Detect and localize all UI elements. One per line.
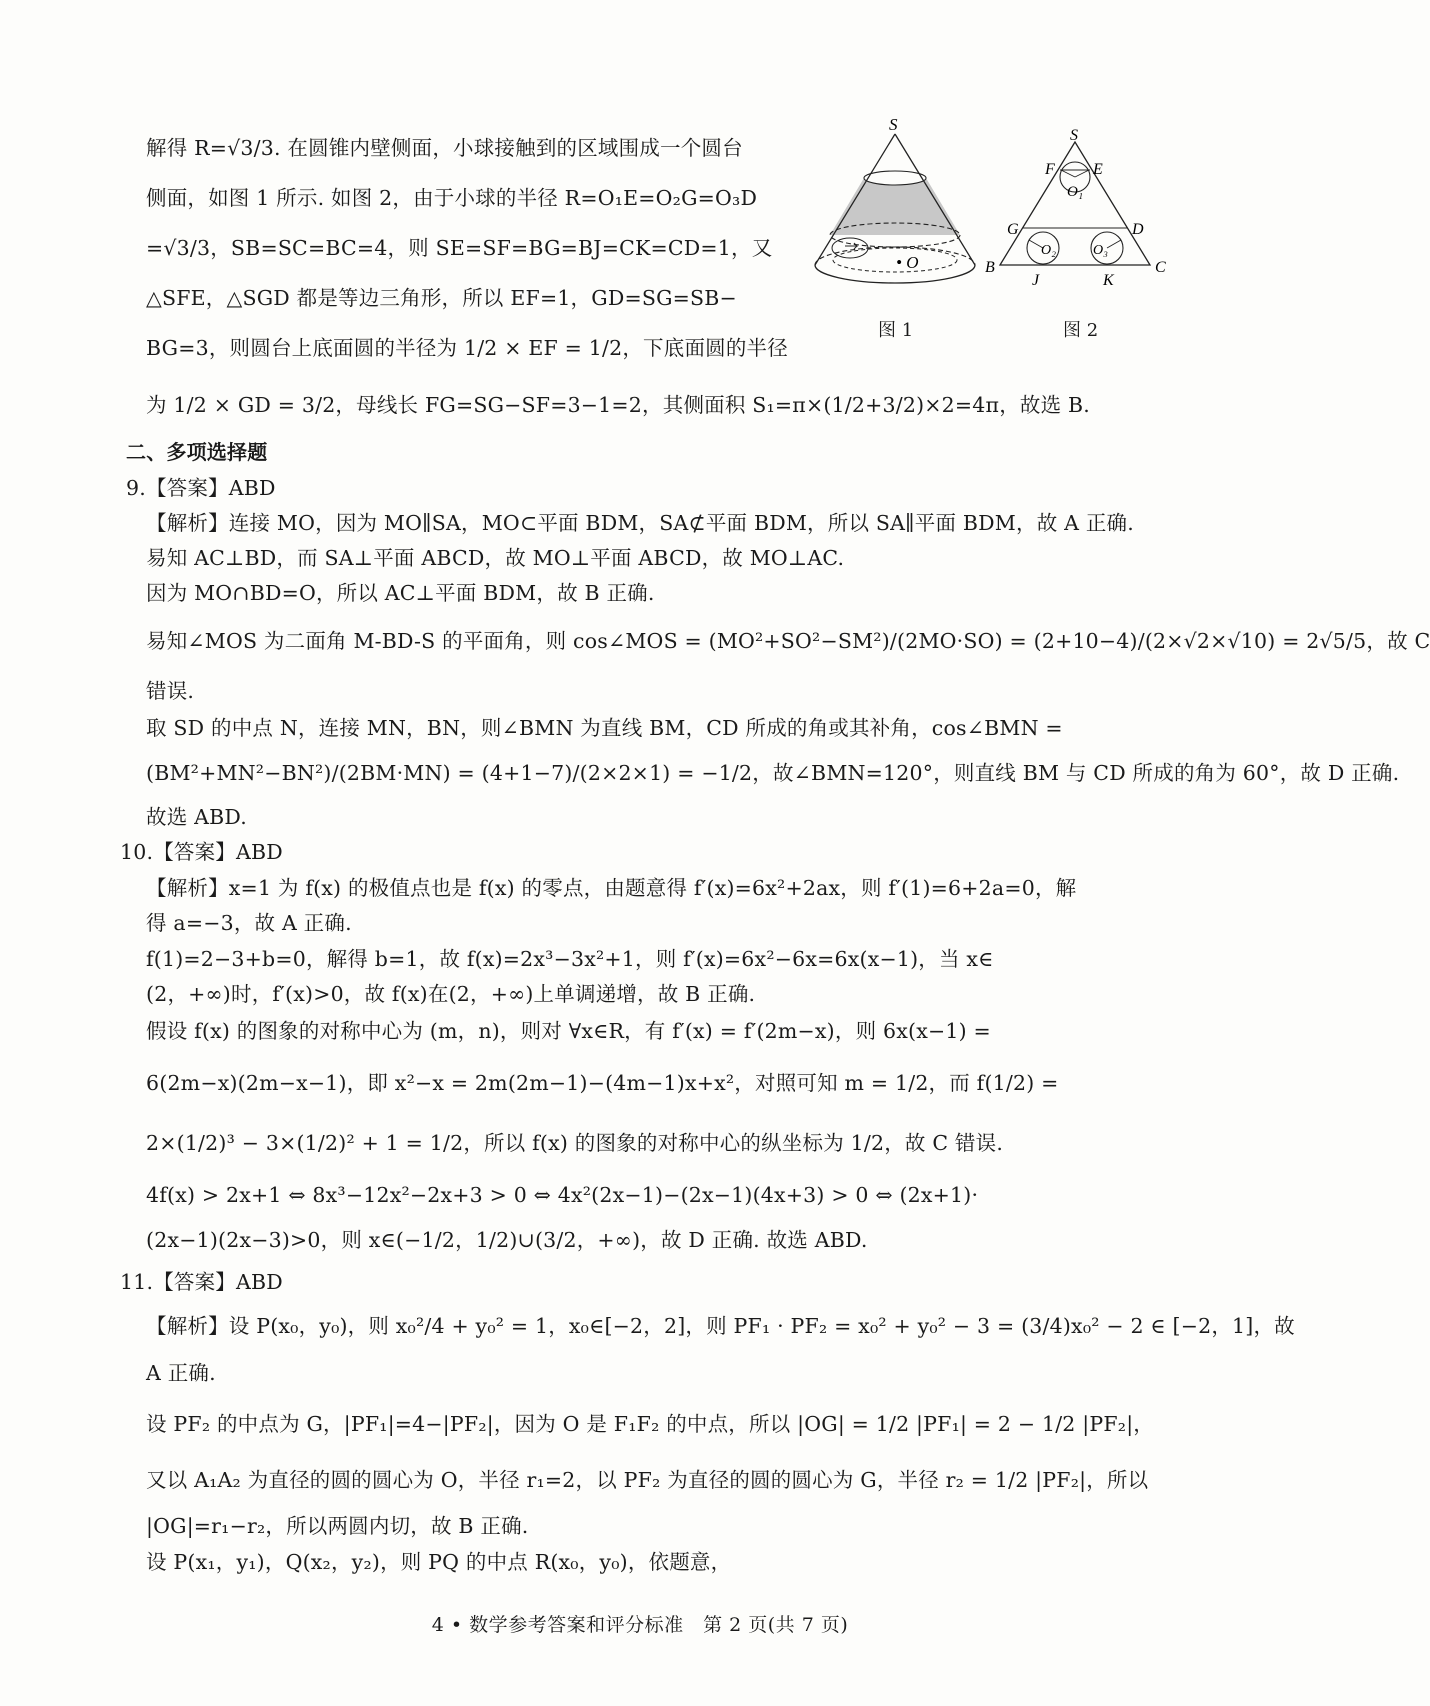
text-line: 为 1/2 × GD = 3/2，母线长 FG=SG−SF=3−1=2，其侧面积 S₁=π×(1/2+3/2)×2=4π，故选 B. (146, 393, 1091, 417)
text-line: (2，+∞)时，f′(x)>0，故 f(x)在(2，+∞)上单调递增，故 B 正确. (146, 982, 756, 1006)
label-k: K (1103, 272, 1114, 289)
text-line: A 正确. (146, 1361, 216, 1385)
text-line: f(1)=2−3+b=0，解得 b=1，故 f(x)=2x³−3x²+1，则 f′(x)=6x²−6x=6x(x−1)，当 x∈ (146, 947, 994, 971)
label-e: E (1093, 161, 1103, 178)
text-line: 易知∠MOS 为二面角 M-BD-S 的平面角，则 cos∠MOS = (MO²+SO²−SM²)/(2MO·SO) = (2+10−4)/(2×√2×√10) = 2√5/5，故 C (146, 629, 1430, 653)
label-o1: O₁ (1067, 184, 1084, 200)
center-label: • O (896, 253, 919, 272)
radius-o1f (1061, 170, 1075, 177)
text-line: 得 a=−3，故 A 正确. (146, 911, 352, 935)
section-diagram (985, 127, 1175, 300)
label-g: G (1007, 221, 1019, 238)
radius-o3d (1107, 240, 1121, 248)
text-line: △SFE，△SGD 都是等边三角形，所以 EF=1，GD=SG=SB− (146, 286, 737, 310)
label-s: S (1070, 127, 1078, 144)
base-front (815, 265, 975, 283)
label-c: C (1155, 259, 1166, 276)
text-line: 【解析】设 P(x₀，y₀)，则 x₀²/4 + y₀² = 1，x₀∈[−2，2]，则 PF₁ · PF₂ = x₀² + y₀² − 3 = (3/4)x₀² − 2 ∈ [−2，1]，故 (146, 1314, 1295, 1338)
text-line: 2×(1/2)³ − 3×(1/2)² + 1 = 1/2，所以 f(x) 的图象的对称中心的纵坐标为 1/2，故 C 错误. (146, 1131, 1004, 1155)
cone-diagram (800, 115, 990, 320)
arrow-icon (845, 243, 857, 249)
label-f: F (1045, 161, 1055, 178)
label-d: D (1132, 221, 1144, 238)
answer-line: 10.【答案】ABD (120, 840, 283, 864)
text-line: (BM²+MN²−BN²)/(2BM·MN) = (4+1−7)/(2×2×1) = −1/2，故∠BMN=120°，则直线 BM 与 CD 所成的角为 60°，故 D 正确. (146, 761, 1400, 785)
text-line: 错误. (146, 679, 195, 703)
label-o3: O₃ (1093, 243, 1108, 258)
ball-path (833, 248, 957, 272)
text-line: 又以 A₁A₂ 为直径的圆的圆心为 O，半径 r₁=2，以 PF₂ 为直径的圆的圆心为 G，半径 r₂ = 1/2 |PF₂|，所以 (146, 1468, 1149, 1492)
answer-line: 11.【答案】ABD (120, 1270, 283, 1294)
label-j: J (1032, 272, 1040, 289)
text-line: 故选 ABD. (146, 805, 248, 829)
section-heading: 二、多项选择题 (126, 440, 268, 464)
label-o2: O₂ (1041, 243, 1056, 258)
text-line: 【解析】x=1 为 f(x) 的极值点也是 f(x) 的零点，由题意得 f′(x)=6x²+2ax，则 f′(1)=6+2a=0，解 (146, 876, 1077, 900)
text-line: 取 SD 的中点 N，连接 MN，BN，则∠BMN 为直线 BM，CD 所成的角或其补角，cos∠BMN = (146, 716, 1063, 740)
text-line: 4f(x) > 2x+1 ⇔ 8x³−12x²−2x+3 > 0 ⇔ 4x²(2x−1)−(2x−1)(4x+3) > 0 ⇔ (2x+1)· (146, 1183, 979, 1207)
text-line: =√3/3，SB=SC=BC=4，则 SE=SF=BG=BJ=CK=CD=1，又 (146, 236, 773, 260)
upper-circle (864, 171, 926, 185)
answer-line: 9.【答案】ABD (126, 476, 276, 500)
text-line: (2x−1)(2x−3)>0，则 x∈(−1/2，1/2)∪(3/2，+∞)，故 D 正确. 故选 ABD. (146, 1228, 868, 1252)
triangle-sbc (1000, 142, 1150, 265)
figure-2-caption: 图 2 (1063, 320, 1099, 341)
text-line: 易知 AC⊥BD，而 SA⊥平面 ABCD，故 MO⊥平面 ABCD，故 MO⊥AC. (146, 546, 845, 570)
figure-1-cone (800, 115, 990, 341)
text-line: 设 PF₂ 的中点为 G，|PF₁|=4−|PF₂|，因为 O 是 F₁F₂ 的中点，所以 |OG| = 1/2 |PF₁| = 2 − 1/2 |PF₂|， (146, 1412, 1155, 1436)
label-b: B (985, 259, 995, 276)
text-line: 【解析】连接 MO，因为 MO∥SA，MO⊂平面 BDM，SA⊄平面 BDM，所以 SA∥平面 BDM，故 A 正确. (146, 511, 1134, 535)
text-line: |OG|=r₁−r₂，所以两圆内切，故 B 正确. (146, 1514, 529, 1538)
text-line: 设 P(x₁，y₁)，Q(x₂，y₂)，则 PQ 的中点 R(x₀，y₀)，依题意， (146, 1550, 732, 1574)
text-line: 因为 MO∩BD=O，所以 AC⊥平面 BDM，故 B 正确. (146, 581, 655, 605)
text-line: 假设 f(x) 的图象的对称中心为 (m，n)，则对 ∀x∈R，有 f′(x) = f′(2m−x)，则 6x(x−1) = (146, 1019, 991, 1043)
page-footer: 4 • 数学参考答案和评分标准 第 2 页(共 7 页) (431, 1614, 849, 1636)
text-line: 侧面，如图 1 所示. 如图 2，由于小球的半径 R=O₁E=O₂G=O₃D (146, 186, 758, 210)
text-line: 解得 R=√3/3. 在圆锥内壁侧面，小球接触到的区域围成一个圆台 (146, 136, 743, 160)
figure-2-section (985, 127, 1175, 341)
apex-label: S (889, 115, 898, 134)
text-line: 6(2m−x)(2m−x−1)，即 x²−x = 2m(2m−1)−(4m−1)x+x²，对照可知 m = 1/2，而 f(1/2) = (146, 1071, 1059, 1095)
text-line: BG=3，则圆台上底面圆的半径为 1/2 × EF = 1/2，下底面圆的半径 (146, 336, 788, 360)
radius-o1e (1075, 170, 1089, 177)
figure-1-caption: 图 1 (878, 320, 914, 341)
